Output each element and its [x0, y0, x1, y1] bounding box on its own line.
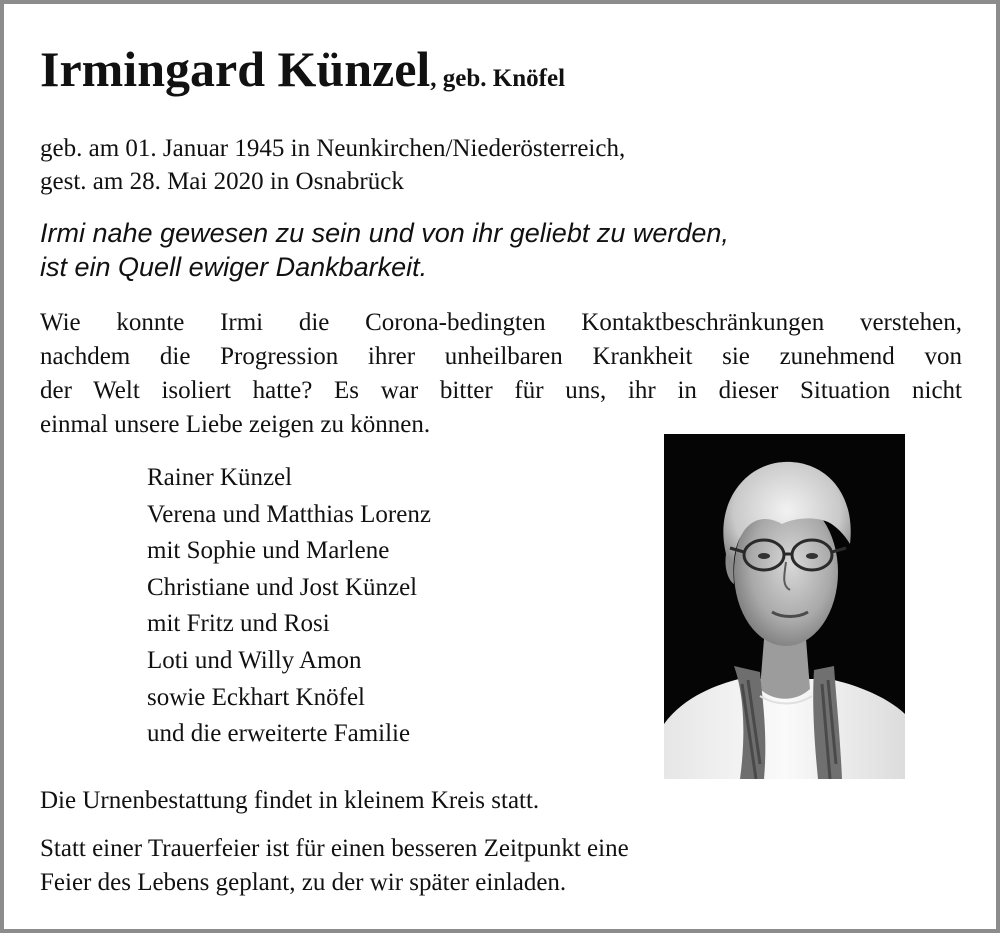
body-paragraph	[40, 306, 962, 442]
birth-line: geb. am 01. Januar 1945 in Neunkirchen/Niederösterreich,	[40, 135, 626, 162]
mourner-entry: sowie Eckhart Knöfel	[147, 683, 365, 711]
memorial-quote	[40, 216, 729, 284]
mourners-list	[147, 460, 431, 753]
portrait-photo	[664, 434, 905, 779]
body-line: nachdem die Progression ihrer unheilbaren Krankheit sie zunehmend von	[40, 343, 962, 370]
obituary-title	[40, 41, 566, 97]
celebration-note	[40, 832, 629, 900]
death-line: gest. am 28. Mai 2020 in Osnabrück	[40, 168, 404, 195]
mourner-entry: mit Fritz und Rosi	[147, 610, 330, 638]
maiden-name: , geb. Knöfel	[430, 65, 566, 92]
quote-line: Irmi nahe gewesen zu sein und von ihr geliebt zu werden,	[40, 218, 729, 248]
mourner-entry: Loti und Willy Amon	[147, 646, 362, 674]
portrait-illustration	[664, 434, 905, 779]
mourner-entry: Verena und Matthias Lorenz	[147, 500, 431, 528]
body-line: der Welt isoliert hatte? Es war bitter für uns, ihr in dieser Situation nicht	[40, 377, 962, 404]
deceased-name: Irmingard Künzel	[40, 41, 431, 97]
burial-note: Die Urnenbestattung findet in kleinem Kreis statt.	[40, 787, 540, 814]
body-line: Wie konnte Irmi die Corona-bedingten Kontaktbeschränkungen verstehen,	[40, 309, 962, 336]
mourner-entry: mit Sophie und Marlene	[147, 537, 390, 565]
mourner-entry: Rainer Künzel	[147, 464, 293, 491]
life-dates	[40, 132, 625, 198]
celebration-line: Statt einer Trauerfeier ist für einen besseren Zeitpunkt eine	[40, 835, 629, 862]
mourner-entry: und die erweiterte Familie	[147, 720, 411, 748]
mourner-entry: Christiane und Jost Künzel	[147, 573, 418, 601]
quote-line: ist ein Quell ewiger Dankbarkeit.	[40, 252, 428, 282]
body-line: einmal unsere Liebe zeigen zu können.	[40, 411, 431, 438]
celebration-line: Feier des Lebens geplant, zu der wir später einladen.	[40, 869, 567, 896]
